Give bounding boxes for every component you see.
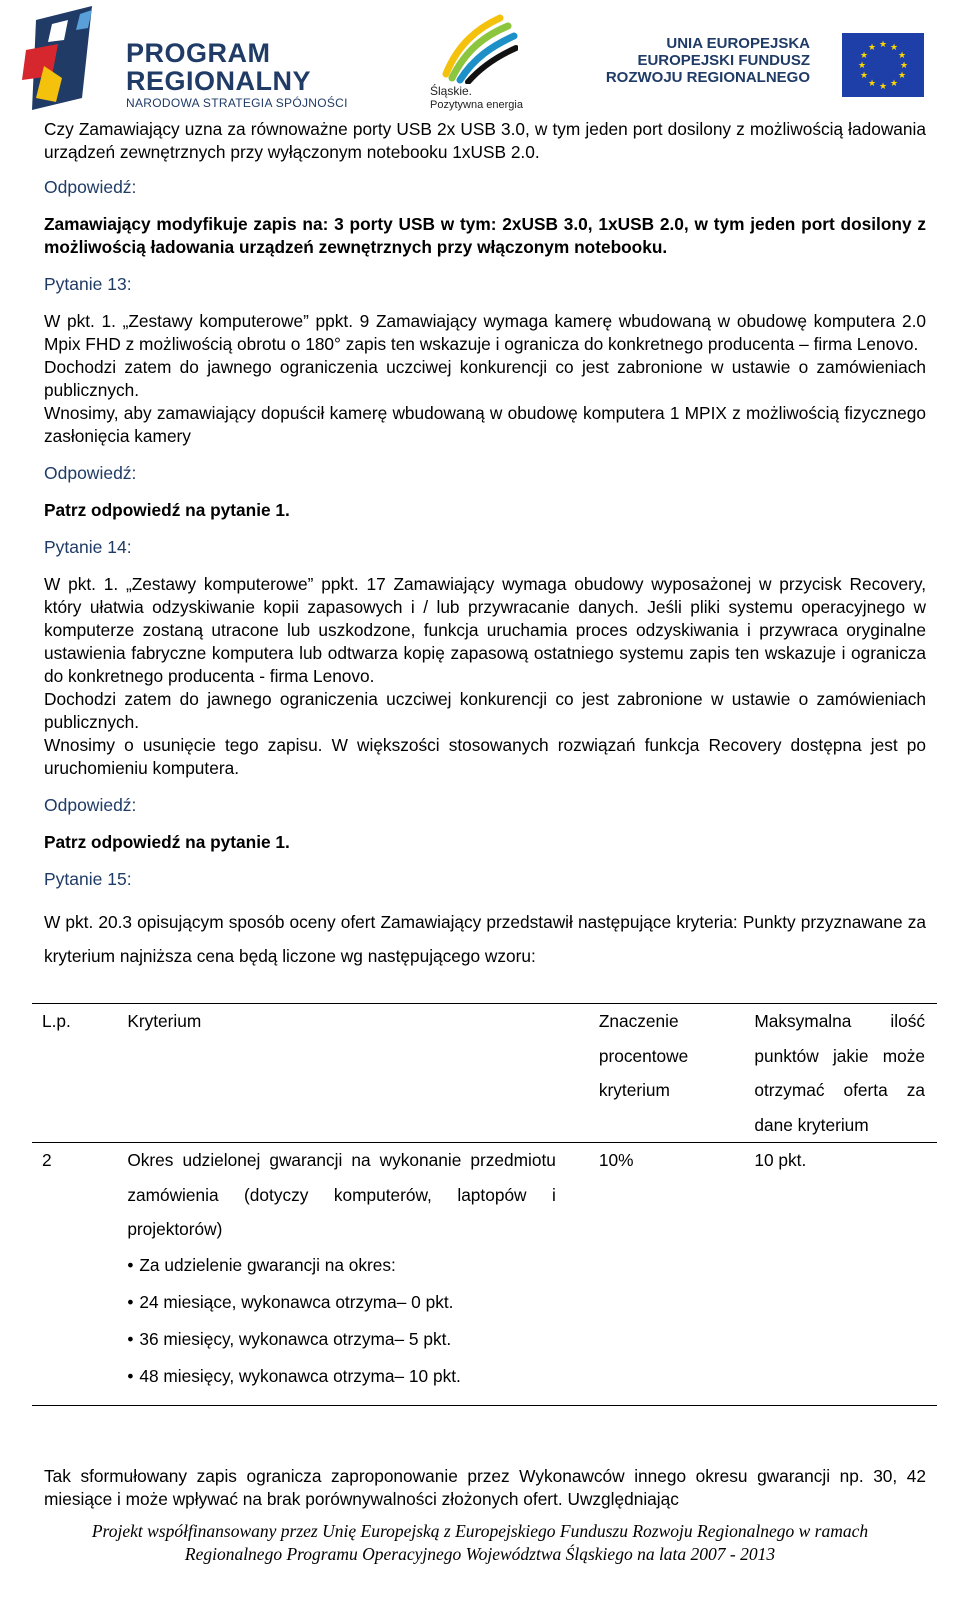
page-footer: [0, 1520, 960, 1566]
svg-text:★: ★: [899, 61, 909, 71]
q12-answer-label: Odpowiedź:: [44, 177, 137, 197]
svg-text:★: ★: [889, 43, 899, 53]
svg-text:★: ★: [878, 40, 888, 50]
row-kryterium: Okres udzielonej gwarancji na wykonanie przedmiotu zamówienia (dotyczy komputerów, laptopów i projektorów): [127, 1150, 556, 1239]
row-lp: 2: [42, 1150, 52, 1170]
program-title-line2: REGIONALNY: [126, 66, 312, 96]
svg-text:★: ★: [897, 51, 907, 61]
eu-fund-logo: [605, 33, 940, 103]
slaskie-name: Śląskie.: [430, 84, 473, 98]
header-znaczenie: Znaczenie procentowe kryterium: [598, 1011, 689, 1100]
program-regionalny-emblem-icon: [22, 6, 122, 110]
list-item: • 48 miesięcy, wykonawca otrzyma– 10 pkt.: [127, 1358, 556, 1395]
q14-answer: Patrz odpowiedź na pytanie 1.: [44, 832, 290, 852]
svg-text:★: ★: [857, 61, 867, 71]
table-row: [32, 1143, 937, 1406]
svg-text:★: ★: [889, 79, 899, 89]
slaskie-logo: [430, 14, 540, 114]
header-lp: L.p.: [42, 1011, 71, 1031]
row-znaczenie: 10%: [598, 1150, 634, 1170]
eu-line2: EUROPEJSKI FUNDUSZ: [637, 52, 810, 69]
footer-line2: Regionalnego Programu Operacyjnego Województwa Śląskiego na lata 2007 - 2013: [184, 1544, 776, 1564]
svg-text:★: ★: [878, 82, 888, 92]
q14-answer-label: Odpowiedź:: [44, 795, 137, 815]
q13-paragraph-3: Wnosimy, aby zamawiający dopuścił kamerę wbudowaną w obudowę komputera 1 MPIX z możliwością fizycznego zasłonięcia kamery: [44, 403, 926, 446]
slaskie-waves-icon: [438, 14, 518, 84]
header-kryterium: Kryterium: [127, 1011, 202, 1031]
svg-text:★: ★: [897, 71, 907, 81]
program-title-line1: PROGRAM: [126, 38, 271, 68]
document-body: [44, 118, 926, 973]
criteria-table: [32, 1003, 937, 1406]
page-header: [0, 0, 960, 118]
q14-paragraph-3: Wnosimy o usunięcie tego zapisu. W większości stosowanych rozwiązań funkcja Recovery dostępna jest po uruchomieniu komputera.: [44, 735, 926, 778]
svg-text:★: ★: [867, 79, 877, 89]
table-header-row: [32, 1004, 937, 1143]
q14-title: Pytanie 14:: [44, 537, 132, 557]
q14-paragraph-2: Dochodzi zatem do jawnego ograniczenia uczciwej konkurencji co jest zabronione w ustawie o zamówieniach publicznych.: [44, 689, 926, 732]
footer-line1: Projekt współfinansowany przez Unię Europejską z Europejskiego Funduszu Rozwoju Regionalnego w ramach: [91, 1521, 869, 1541]
program-subtitle: NARODOWA STRATEGIA SPÓJNOŚCI: [126, 96, 348, 110]
svg-text:★: ★: [859, 51, 869, 61]
row-kryterium-cell: [126, 1143, 599, 1406]
q13-answer: Patrz odpowiedź na pytanie 1.: [44, 500, 290, 520]
q15-paragraph-1: W pkt. 20.3 opisującym sposób oceny ofert Zamawiający przedstawił następujące kryteria: Punkty przyznawane za kryterium najniższa cena będą liczone wg następującego wzoru:: [44, 912, 926, 966]
header-maks: Maksymalna ilość punktów jakie może otrzymać oferta za dane kryterium: [754, 1011, 925, 1135]
program-regionalny-logo: [22, 6, 367, 110]
closing-paragraph-wrap: [44, 1465, 926, 1511]
svg-text:★: ★: [859, 71, 869, 81]
q13-paragraph-2: Dochodzi zatem do jawnego ograniczenia uczciwej konkurencji co jest zabronione w ustawie o zamówieniach publicznych.: [44, 357, 926, 400]
q12-answer: Zamawiający modyfikuje zapis na: 3 porty USB w tym: 2xUSB 3.0, 1xUSB 2.0, w tym jeden port dosilony z możliwością ładowania urządzeń zewnętrznych przy włączonym notebooku.: [44, 214, 926, 257]
eu-line3: ROZWOJU REGIONALNEGO: [605, 69, 810, 86]
eu-line1: UNIA EUROPEJSKA: [666, 35, 810, 52]
q14-paragraph-1: W pkt. 1. „Zestawy komputerowe” ppkt. 17 Zamawiający wymaga obudowy wyposażonej w przycisk Recovery, który ułatwia odzyskiwanie kopii zapasowych i / lub przywracanie danych. Jeśli pliki systemu operacyjnego w komputerze zostaną utracone lub uszkodzone, funkcja uruchamia proces odzyskiwania i przywraca oryginalne ustawienia fabryczne komputera lub odtwarza kopię zapasową ostatniego systemu zapis ten wskazuje i ogranicza do konkretnego producenta - firma Lenovo.: [44, 574, 926, 686]
closing-paragraph: Tak sformułowany zapis ogranicza zaproponowanie przez Wykonawców innego okresu gwarancji np. 30, 42 miesiące i może wpływać na brak porównywalności złożonych ofert. Uwzględniając: [44, 1466, 926, 1509]
q13-answer-label: Odpowiedź:: [44, 463, 137, 483]
q13-title: Pytanie 13:: [44, 274, 132, 294]
slaskie-tagline: Pozytywna energia: [430, 99, 523, 111]
list-item: • 24 miesiące, wykonawca otrzyma– 0 pkt.: [127, 1284, 556, 1321]
list-item: • Za udzielenie gwarancji na okres:: [127, 1247, 556, 1284]
svg-text:★: ★: [867, 43, 877, 53]
q12-question: Czy Zamawiający uzna za równoważne porty USB 2x USB 3.0, w tym jeden port dosilony z możliwością ładowania urządzeń zewnętrznych przy wyłączonym notebooku 1xUSB 2.0.: [44, 119, 926, 162]
list-item: • 36 miesięcy, wykonawca otrzyma– 5 pkt.: [127, 1321, 556, 1358]
eu-flag-icon: [842, 33, 924, 97]
row-maks: 10 pkt.: [754, 1150, 807, 1170]
q13-paragraph-1: W pkt. 1. „Zestawy komputerowe” ppkt. 9 Zamawiający wymaga kamerę wbudowaną w obudowę komputera 2.0 Mpix FHD z możliwością obrotu o 180° zapis ten wskazuje i ogranicza do konkretnego producenta – firma Lenovo.: [44, 311, 926, 354]
q15-title: Pytanie 15:: [44, 869, 132, 889]
